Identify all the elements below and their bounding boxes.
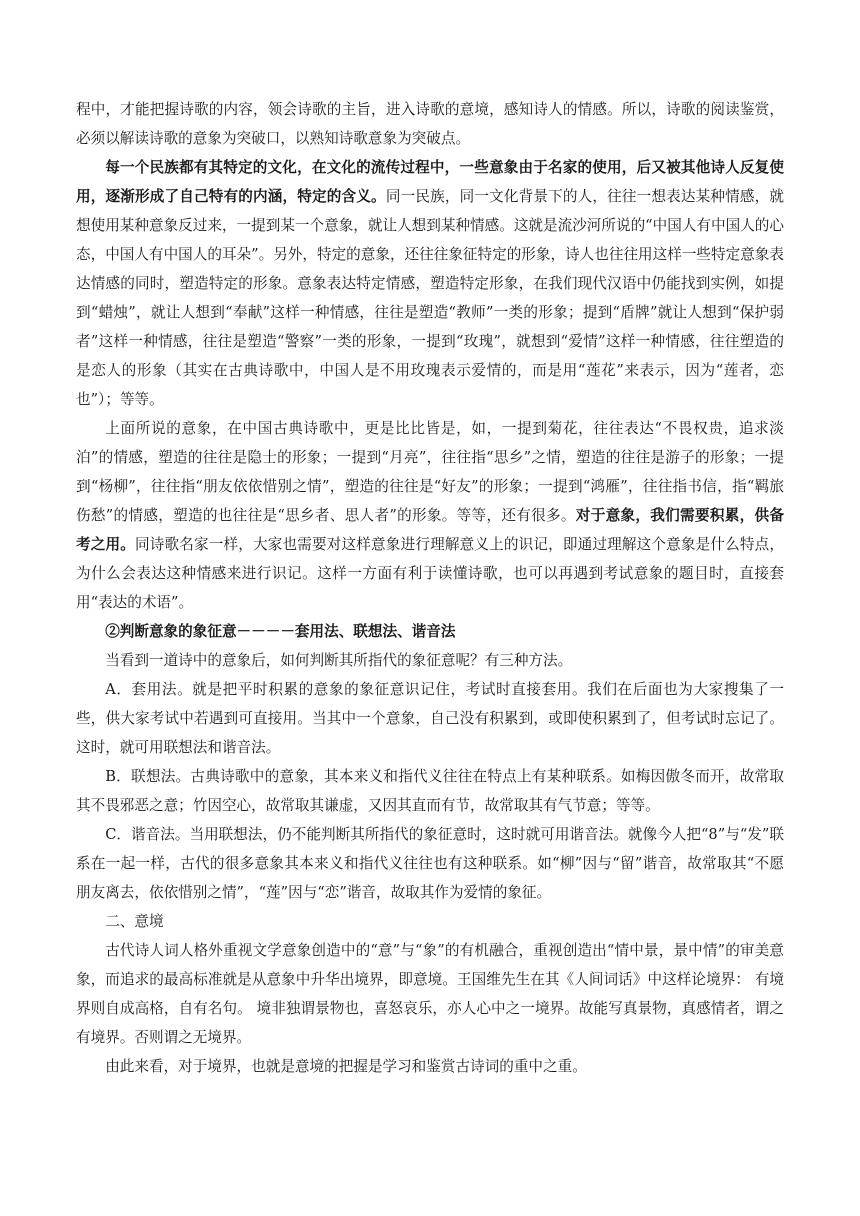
paragraph-classical-imagery [76, 414, 784, 617]
bold-key-sentence: 每一个民族都有其特定的文化，在文化的流传过程中，一些意象由于名家的使用，后又被其他诗人反复使用，逐渐形成了自己特有的内涵，特定的含义。 [76, 159, 784, 205]
paragraph-text: 上面所说的意象，在中国古典诗歌中，更是比比皆是，如，一提到菊花，往往表达“不畏权贵，追求淡泊”的情感，塑造的往往是隐士的形象；一提到“月亮”，往往指“思乡”之情，塑造的往往是游子的形象；一提到“杨柳”，往往指“朋友依依惜别之情”，塑造的往往是“好友”的形象；一提到“鸿雁”，往往指书信，指“羁旅伤愁”的情感，塑造的也往往是“思乡者、思人者”的形象。等等，还有很多。 [76, 420, 784, 524]
paragraph-method-b: B．联想法。古典诗歌中的意象，其本来义和指代义往往在特点上有某种联系。如梅因傲冬而开，故常取其不畏邪恶之意；竹因空心，故常取其谦虚，又因其直而有节，故常取其有气节意；等等。 [76, 768, 784, 814]
section-heading-symbolism: ②判断意象的象征意－－－－套用法、联想法、谐音法 [105, 623, 456, 640]
paragraph-yijing: 古代诗人词人格外重视文学意象创造中的“意”与“象”的有机融合，重视创造出“情中景，景中情”的审美意象，而追求的最高标准就是从意象中升华出境界，即意境。王国维先生在其《人间词话》中这样论境界： 有境界则自成高格，自有名句。 境非独谓景物也，喜怒哀乐，亦人心中之一境界。故能写真景物，真感情者，谓之有境界。否则谓之无境界。 [76, 942, 784, 1046]
paragraph-text: 同诗歌名家一样，大家也需要对这样意象进行理解意义上的识记，即通过理解这个意象是什么特点，为什么会表达这种情感来进行识记。这样一方面有利于读懂诗歌，也可以再遇到考试意象的题目时，直接套用“表达的术语”。 [76, 536, 784, 611]
section-heading-yijing: 二、意境 [105, 913, 164, 930]
document-page [76, 95, 784, 1081]
paragraph-three-methods: 当看到一道诗中的意象后，如何判断其所指代的象征意呢？有三种方法。 [105, 652, 573, 669]
paragraph-intro-continued: 程中，才能把握诗歌的内容，领会诗歌的主旨，进入诗歌的意境，感知诗人的情感。所以，诗歌的阅读鉴赏，必须以解读诗歌的意象为突破口，以熟知诗歌意象为突破点。 [76, 101, 784, 147]
paragraph-conclusion: 由此来看，对于境界，也就是意境的把握是学习和鉴赏古诗词的重中之重。 [105, 1058, 587, 1075]
paragraph-cultural-imagery [76, 153, 784, 414]
paragraph-text: 同一民族，同一文化背景下的人，往往一想表达某种情感，就想使用某种意象反过来，一提到某一个意象，就让人想到某种情感。这就是流沙河所说的“中国人有中国人的心态，中国人有中国人的耳朵”。另外，特定的意象，还往往象征特定的形象，诗人也往往用这样一些特定意象表达情感的同时，塑造特定的形象。意象表达特定情感，塑造特定形象，在我们现代汉语中仍能找到实例，如提到“蜡烛”，就让人想到“奉献”这样一种情感，往往是塑造“教师”一类的形象；提到“盾牌”就让人想到“保护弱者”这样一种情感，往往是塑造“警察”一类的形象，一提到“玫瑰”，就想到“爱情”这样一种情感，往往塑造的是恋人的形象（其实在古典诗歌中，中国人是不用玫瑰表示爱情的，而是用“莲花”来表示，因为“莲者，恋也”）；等等。 [76, 188, 784, 408]
paragraph-method-c: C．谐音法。当用联想法，仍不能判断其所指代的象征意时，这时就可用谐音法。就像今人把“8”与“发”联系在一起一样，古代的很多意象其本来义和指代义往往也有这种联系。如“柳”因与“留”谐音，故常取其“不愿朋友离去，依依惜别之情”，“莲”因与“恋”谐音，故取其作为爱情的象征。 [76, 826, 784, 901]
bold-key-sentence: 对于意象，我们需要积累，供备考之用。 [76, 507, 784, 553]
paragraph-method-a: A．套用法。就是把平时积累的意象的象征意识记住，考试时直接套用。我们在后面也为大家搜集了一些，供大家考试中若遇到可直接用。当其中一个意象，自己没有积累到，或即使积累到了，但考试时忘记了。这时，就可用联想法和谐音法。 [76, 681, 784, 756]
